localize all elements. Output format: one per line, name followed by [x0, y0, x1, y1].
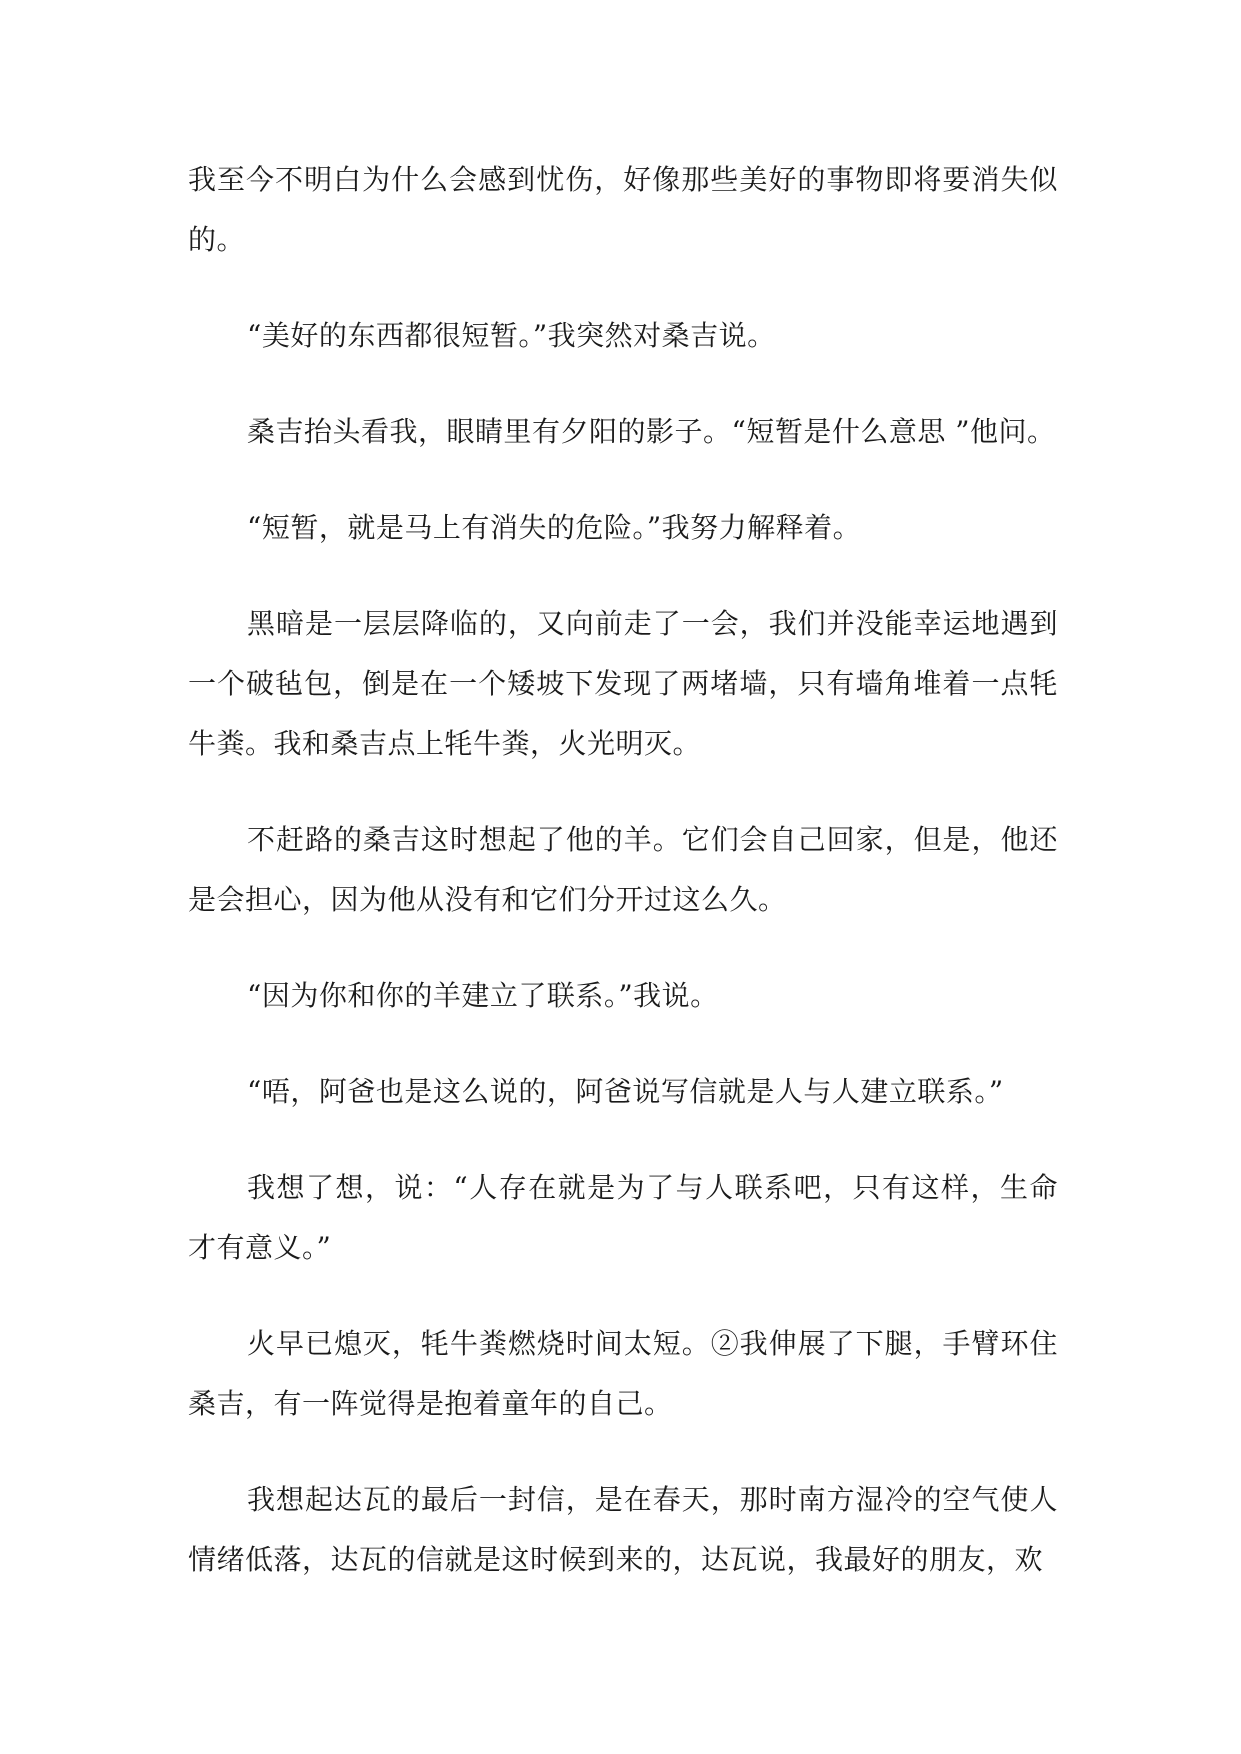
paragraph-4: “短暂，就是马上有消失的危险。”我努力解释着。: [247, 511, 862, 544]
paragraph-8: “唔，阿爸也是这么说的，阿爸说写信就是人与人建立联系。”: [247, 1075, 1004, 1108]
paragraph-1: 我至今不明白为什么会感到忧伤，好像那些美好的事物即将要消失似的。: [188, 163, 1058, 256]
document-page: [188, 150, 1058, 1626]
paragraph-11: 我想起达瓦的最后一封信，是在春天，那时南方湿冷的空气使人情绪低落，达瓦的信就是这时候到来的，达瓦说，我最好的朋友，欢: [188, 1483, 1058, 1576]
paragraph-2: “美好的东西都很短暂。”我突然对桑吉说。: [247, 319, 776, 352]
paragraph-5: 黑暗是一层层降临的，又向前走了一会，我们并没能幸运地遇到一个破毡包，倒是在一个矮坡下发现了两堵墙，只有墙角堆着一点牦牛粪。我和桑吉点上牦牛粪，火光明灭。: [188, 607, 1058, 760]
paragraph-10: 火早已熄灭，牦牛粪燃烧时间太短。②我伸展了下腿，手臂环住桑吉，有一阵觉得是抱着童年的自己。: [188, 1327, 1058, 1420]
paragraph-6: 不赶路的桑吉这时想起了他的羊。它们会自己回家，但是，他还是会担心，因为他从没有和它们分开过这么久。: [188, 823, 1058, 916]
paragraph-3: 桑吉抬头看我，眼睛里有夕阳的影子。“短暂是什么意思 ”他问。: [247, 415, 1056, 448]
paragraph-7: “因为你和你的羊建立了联系。”我说。: [247, 979, 719, 1012]
paragraph-9: 我想了想，说：“人存在就是为了与人联系吧，只有这样，生命才有意义。”: [188, 1171, 1058, 1264]
